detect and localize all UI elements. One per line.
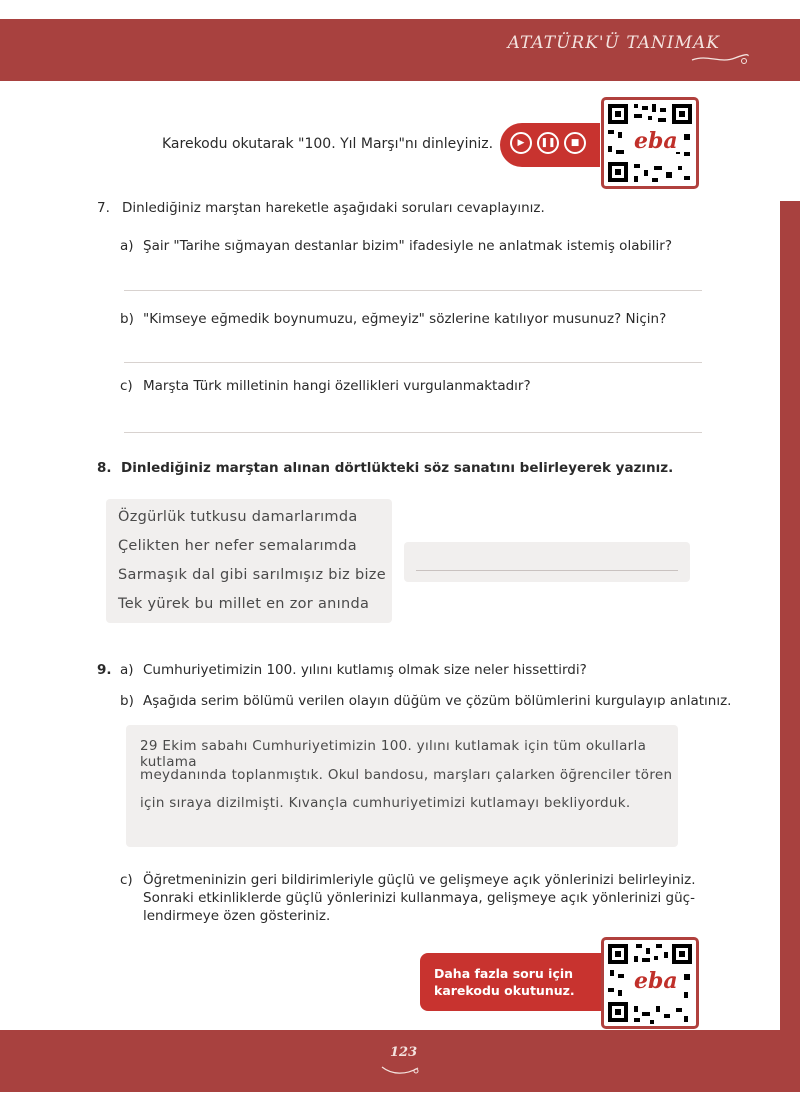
q9-number: 9.: [97, 662, 112, 678]
q9c-label: c): [120, 872, 133, 888]
stop-icon[interactable]: ■: [564, 132, 586, 154]
q9c-line: lendirmeye özen gösteriniz.: [143, 908, 331, 924]
qr-code-more-questions[interactable]: [601, 937, 699, 1029]
story-line: için sıraya dizilmişti. Kıvançla cumhuriyetimizi kutlamayı bekliyorduk.: [140, 795, 631, 811]
footer-band: [0, 1030, 800, 1092]
chapter-title: ATATÜRK'Ü TANIMAK: [507, 33, 720, 53]
story-line: meydanında toplanmıştık. Okul bandosu, marşları çalarken öğrenciler tören: [140, 767, 673, 783]
play-icon[interactable]: ▶: [510, 132, 532, 154]
page-number-swash: [380, 1063, 420, 1075]
q7a-text: Şair "Tarihe sığmayan destanlar bizim" ifadesiyle ne anlatmak istemiş olabilir?: [143, 238, 673, 254]
title-swash-decoration: [690, 52, 750, 64]
stanza-box: [106, 499, 392, 623]
q9c-line: Öğretmeninizin geri bildirimleriyle güçlü ve gelişmeye açık yönlerinizi belirleyiniz.: [143, 872, 696, 888]
q9b-text: Aşağıda serim bölümü verilen olayın düğüm ve çözüm bölümlerini kurgulayıp anlatınız.: [143, 693, 732, 709]
q8-answer-box[interactable]: [404, 542, 690, 582]
eba-logo: eba: [634, 968, 678, 994]
cta-line: karekodu okutunuz.: [434, 983, 575, 998]
q7c-text: Marşta Türk milletinin hangi özellikleri vurgulanmaktadır?: [143, 378, 531, 394]
eba-logo: eba: [634, 128, 678, 154]
q7-text: Dinlediğiniz marştan hareketle aşağıdaki soruları cevaplayınız.: [122, 200, 545, 216]
q9b-label: b): [120, 693, 134, 709]
q7c-answer-line[interactable]: [124, 432, 702, 433]
q7b-text: "Kimseye eğmedik boynumuzu, eğmeyiz" sözlerine katılıyor musunuz? Niçin?: [143, 311, 667, 327]
q7a-answer-line[interactable]: [124, 290, 702, 291]
stanza-line: Tek yürek bu millet en zor anında: [118, 596, 370, 612]
q9a-text: Cumhuriyetimizin 100. yılını kutlamış olmak size neler hissettirdi?: [143, 662, 587, 678]
more-questions-banner: [420, 953, 610, 1011]
q7b-answer-line[interactable]: [124, 362, 702, 363]
audio-controls: [500, 123, 600, 167]
q7b-label: b): [120, 311, 134, 327]
q7c-label: c): [120, 378, 133, 394]
story-line: 29 Ekim sabahı Cumhuriyetimizin 100. yılını kutlamak için tüm okullarla kutlama: [140, 738, 647, 770]
q8-number: 8.: [97, 460, 112, 476]
qr-instruction-text: Karekodu okutarak "100. Yıl Marşı"nı dinleyiniz.: [162, 136, 494, 152]
q8-text: Dinlediğiniz marştan alınan dörtlükteki söz sanatını belirleyerek yazınız.: [121, 460, 674, 476]
side-band: [780, 81, 800, 1030]
story-box: [126, 725, 678, 847]
q9a-label: a): [120, 662, 134, 678]
stanza-line: Özgürlük tutkusu damarlarımda: [118, 509, 358, 525]
pause-icon[interactable]: ❚❚: [537, 132, 559, 154]
q8-answer-line: [416, 570, 678, 571]
stanza-line: Sarmaşık dal gibi sarılmışız biz bize: [118, 567, 386, 583]
q7-number: 7.: [97, 200, 110, 216]
stanza-line: Çelikten her nefer semalarımda: [118, 538, 357, 554]
q7a-label: a): [120, 238, 134, 254]
page-number: 123: [390, 1045, 418, 1060]
cta-text: [434, 965, 575, 999]
q9c-line: Sonraki etkinliklerde güçlü yönlerinizi kullanmaya, gelişmeye açık yönlerinizi güç-: [143, 890, 695, 906]
cta-line: Daha fazla soru için: [434, 966, 574, 981]
qr-code-music[interactable]: [601, 97, 699, 189]
